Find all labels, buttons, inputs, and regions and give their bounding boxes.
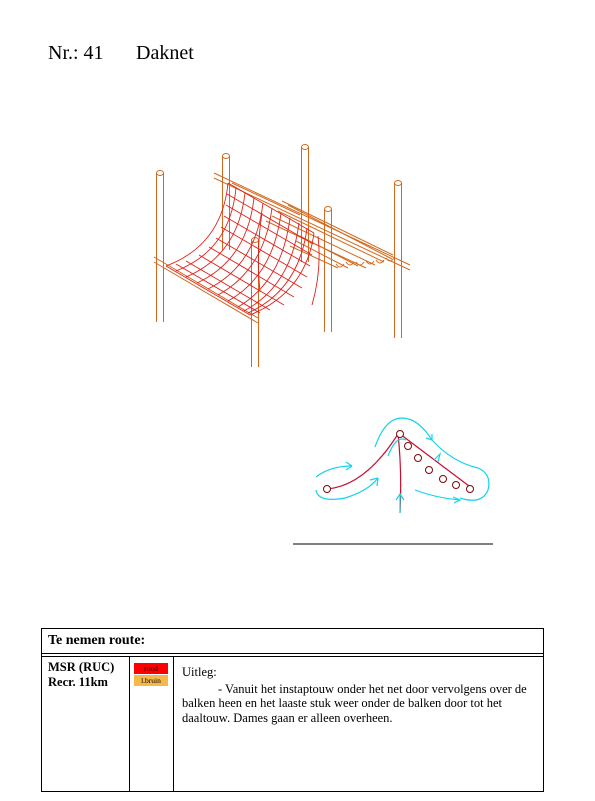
swatch-lbruin: l.bruin (134, 675, 168, 686)
route-table (41, 628, 544, 792)
route-color-swatches (130, 657, 174, 791)
route-name-msr: MSR (RUC) (48, 660, 115, 674)
route-names (42, 657, 130, 791)
obstacle-number: Nr.: 41 (48, 42, 104, 64)
post-back-left (223, 154, 230, 251)
route-diagram (316, 418, 489, 513)
route-line (327, 434, 401, 513)
obstacle-name: Daknet (136, 42, 194, 64)
explanation-text: - Vanuit het instaptouw onder het net door vervolgens over de balken heen en het laaste stuk weer onder de balken door tot het daaltouw. Dames gaan er alleen overheen. (182, 681, 527, 725)
route-name-recr: Recr. 11km (48, 675, 108, 689)
post-left (157, 171, 164, 323)
route-table-heading: Te nemen route: (42, 629, 543, 654)
route-explanation (174, 657, 543, 791)
wooden-posts (154, 145, 410, 368)
swatch-rood: rood (134, 663, 168, 674)
explanation-label: Uitleg: (182, 665, 217, 679)
